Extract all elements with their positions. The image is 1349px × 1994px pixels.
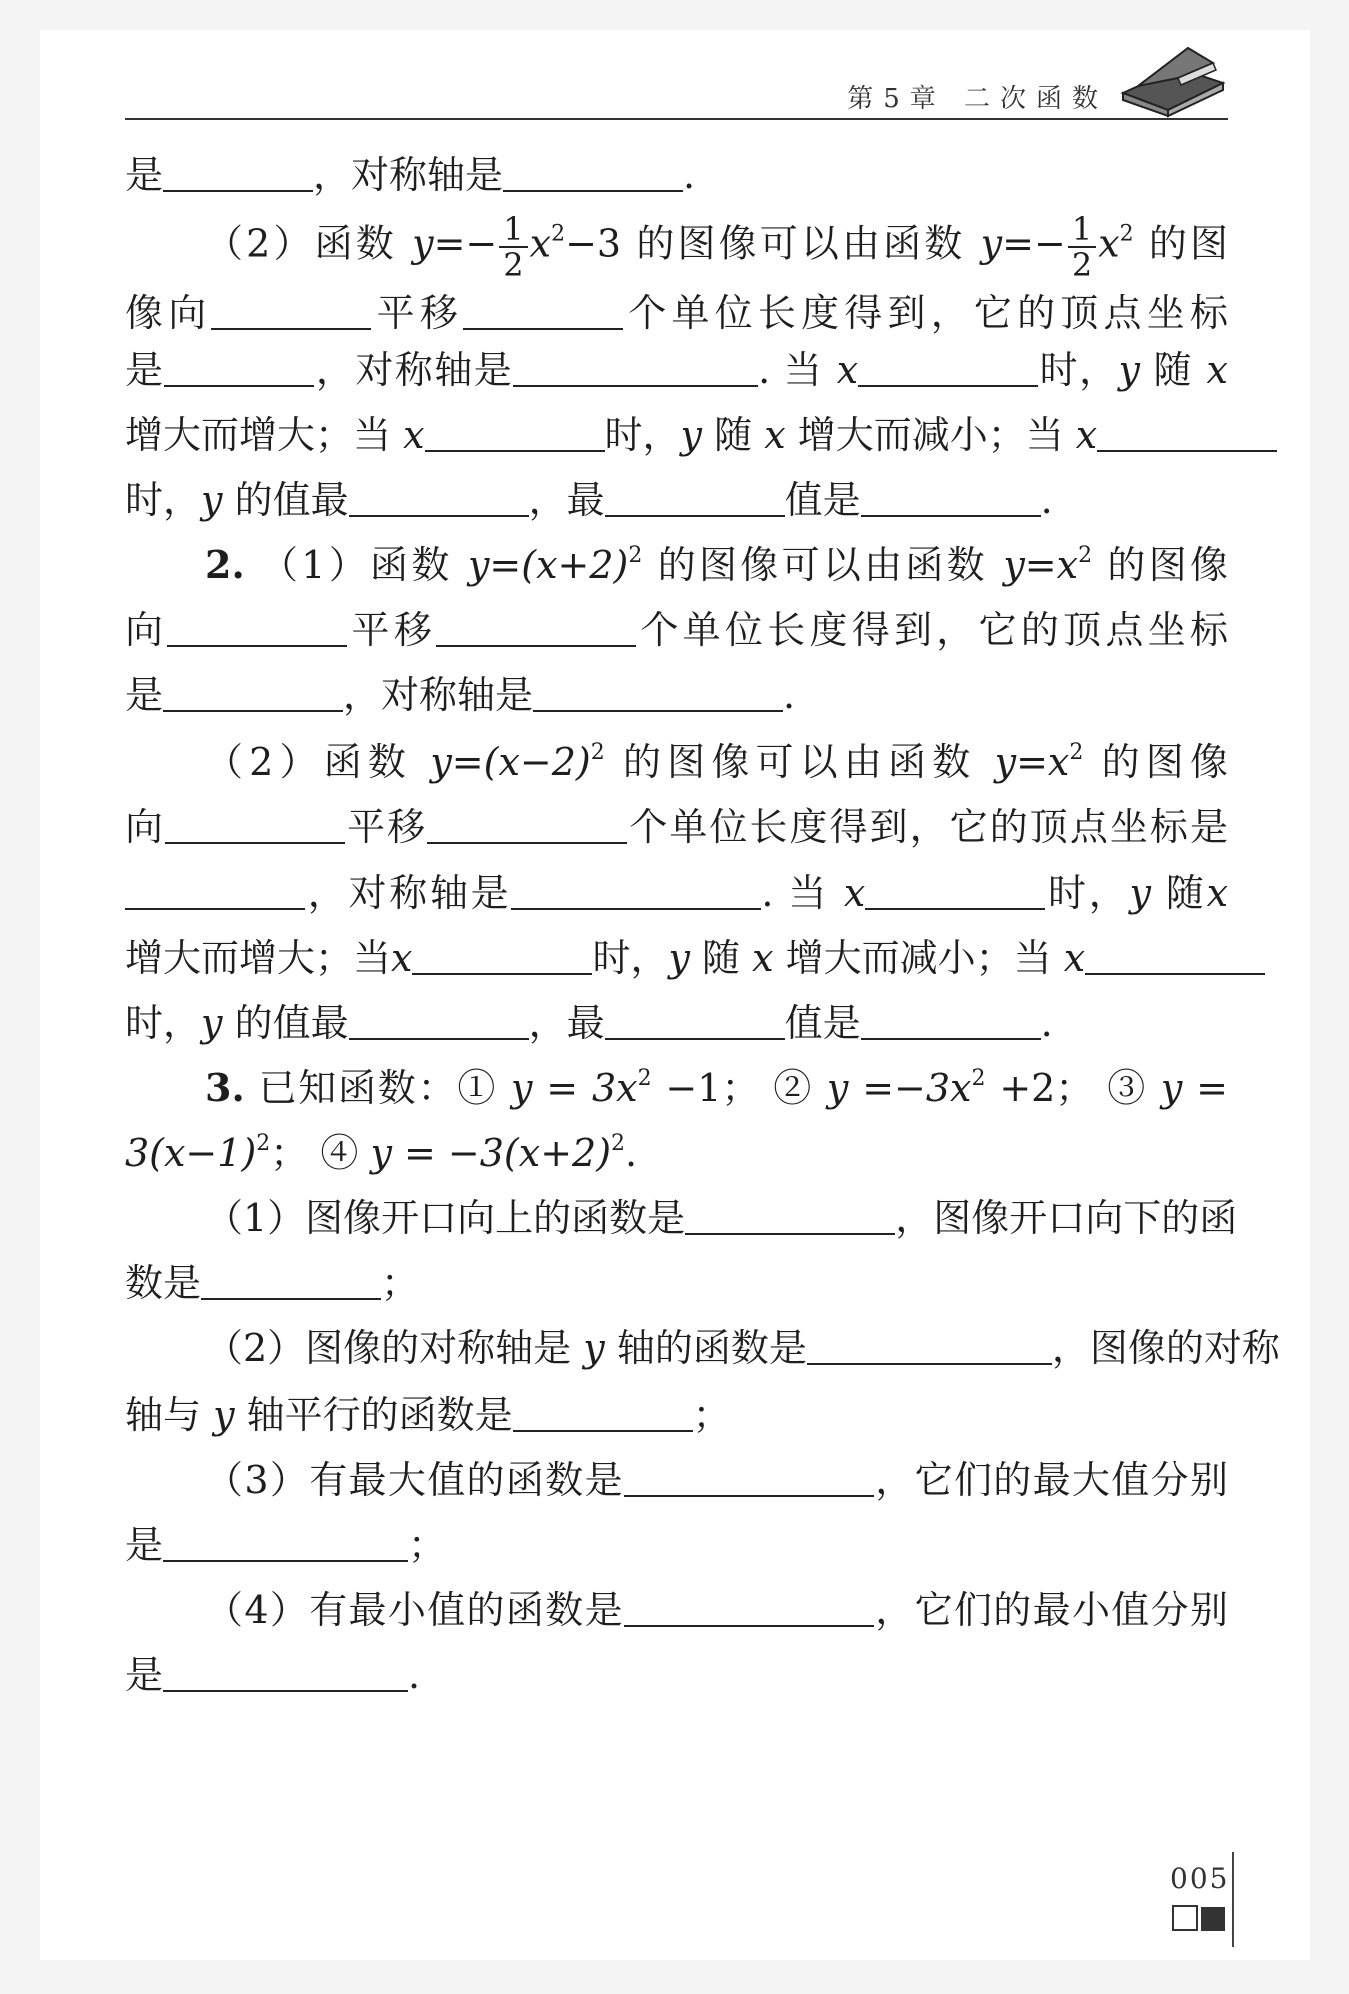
- text-line: （2）函数 y=− $\frac{1}{2}$ $x^2-3$ 的图像可以由函数 y=− $\frac{1}{2}$ $x^2$ 的图: [205, 210, 1228, 284]
- answer-blank[interactable]: [425, 416, 605, 452]
- answer-blank[interactable]: [624, 1461, 874, 1497]
- answer-blank[interactable]: [624, 1591, 874, 1627]
- page-header: [125, 78, 1228, 120]
- page-number: 005: [1170, 1862, 1230, 1895]
- fraction: $\frac{1}{2}$: [499, 212, 527, 282]
- question-number: 2.: [205, 542, 245, 587]
- answer-blank[interactable]: [858, 351, 1038, 387]
- text-line: 时，y 的值最 ，最 值是 .: [125, 1001, 1053, 1045]
- chapter-title: 第5章 二次函数: [847, 84, 1108, 114]
- answer-blank[interactable]: [533, 676, 783, 712]
- filled-square-icon: [1201, 1907, 1225, 1931]
- text-line: 3. 已知函数：① $y = 3x^2 -1$； ② $y =-3x^2 +2$； ③ y =: [205, 1065, 1228, 1110]
- answer-blank[interactable]: [412, 939, 592, 975]
- text-line: 轴与 y 轴平行的函数是 ；: [125, 1393, 731, 1437]
- answer-blank[interactable]: [1085, 939, 1265, 975]
- text-line: 向 平移 个单位长度得到，它的顶点坐标: [125, 608, 1228, 652]
- answer-blank[interactable]: [436, 611, 636, 647]
- answer-blank[interactable]: [605, 481, 785, 517]
- text-line: 增大而增大；当 x 时，y 随 x 增大而减小；当 x: [125, 410, 1228, 460]
- text-line: 是 ，对称轴是 . 当 x 时，y 随 x: [125, 348, 1228, 392]
- answer-blank[interactable]: [163, 676, 343, 712]
- text-line: ，对称轴是 . 当 x 时，y 随x: [125, 868, 1228, 918]
- empty-square-icon: [1172, 1905, 1198, 1931]
- text-line: 是 .: [125, 1653, 421, 1697]
- text-line: 2. （1）函数 $y=(x+2)^2$ 的图像可以由函数 $y=x^2$ 的图像: [205, 542, 1228, 587]
- page-number-divider: [1232, 1852, 1234, 1947]
- answer-blank[interactable]: [503, 156, 683, 192]
- answer-blank[interactable]: [807, 1329, 1052, 1365]
- answer-blank[interactable]: [125, 874, 305, 910]
- fraction: $\frac{1}{2}$: [1068, 212, 1096, 282]
- answer-blank[interactable]: [349, 1004, 529, 1040]
- answer-blank[interactable]: [1097, 416, 1277, 452]
- answer-blank[interactable]: [349, 481, 529, 517]
- answer-blank[interactable]: [511, 874, 761, 910]
- answer-blank[interactable]: [861, 481, 1041, 517]
- text-line: 时，y 的值最 ，最 值是 .: [125, 478, 1053, 522]
- text-line: 数是 ；: [125, 1261, 420, 1305]
- text-line: （2）函数 $y=(x-2)^2$ 的图像可以由函数 $y=x^2$ 的图像: [205, 740, 1228, 784]
- answer-blank[interactable]: [513, 351, 758, 387]
- text-line: 是 ，对称轴是 .: [125, 153, 696, 197]
- answer-blank[interactable]: [861, 1004, 1041, 1040]
- text-line: （1）图像开口向上的函数是 ，图像开口向下的函: [205, 1196, 1238, 1240]
- answer-blank[interactable]: [201, 1264, 381, 1300]
- text-line: 增大而增大；当x 时，y 随 x 增大而减小；当 x: [125, 933, 1228, 983]
- answer-blank[interactable]: [163, 1656, 408, 1692]
- text-line: （4）有最小值的函数是 ，它们的最小值分别: [205, 1588, 1228, 1632]
- question-number: 3.: [205, 1065, 245, 1110]
- text-line: （3）有最大值的函数是 ，它们的最大值分别: [205, 1458, 1228, 1502]
- text-line: 像向 平移 个单位长度得到，它的顶点坐标: [125, 291, 1228, 335]
- answer-blank[interactable]: [165, 808, 345, 844]
- answer-blank[interactable]: [865, 874, 1045, 910]
- text-line: 是 ，对称轴是 .: [125, 673, 796, 717]
- answer-blank[interactable]: [163, 156, 313, 192]
- answer-blank[interactable]: [211, 294, 371, 330]
- text-line: 向 平移 个单位长度得到，它的顶点坐标是: [125, 805, 1228, 849]
- answer-blank[interactable]: [685, 1199, 895, 1235]
- text-line: 是 ；: [125, 1523, 447, 1567]
- text-line: （2）图像的对称轴是 y 轴的函数是 ，图像的对称: [205, 1326, 1280, 1370]
- answer-blank[interactable]: [164, 351, 314, 387]
- answer-blank[interactable]: [167, 611, 347, 647]
- answer-blank[interactable]: [163, 1526, 408, 1562]
- page-marker-icon: [1172, 1905, 1225, 1935]
- answer-blank[interactable]: [513, 1396, 693, 1432]
- answer-blank[interactable]: [605, 1004, 785, 1040]
- book-icon: [1118, 38, 1228, 118]
- text-line: $3(x-1)^2$； ④ $y = -3(x+2)^2$.: [125, 1131, 638, 1175]
- answer-blank[interactable]: [463, 294, 623, 330]
- answer-blank[interactable]: [427, 808, 627, 844]
